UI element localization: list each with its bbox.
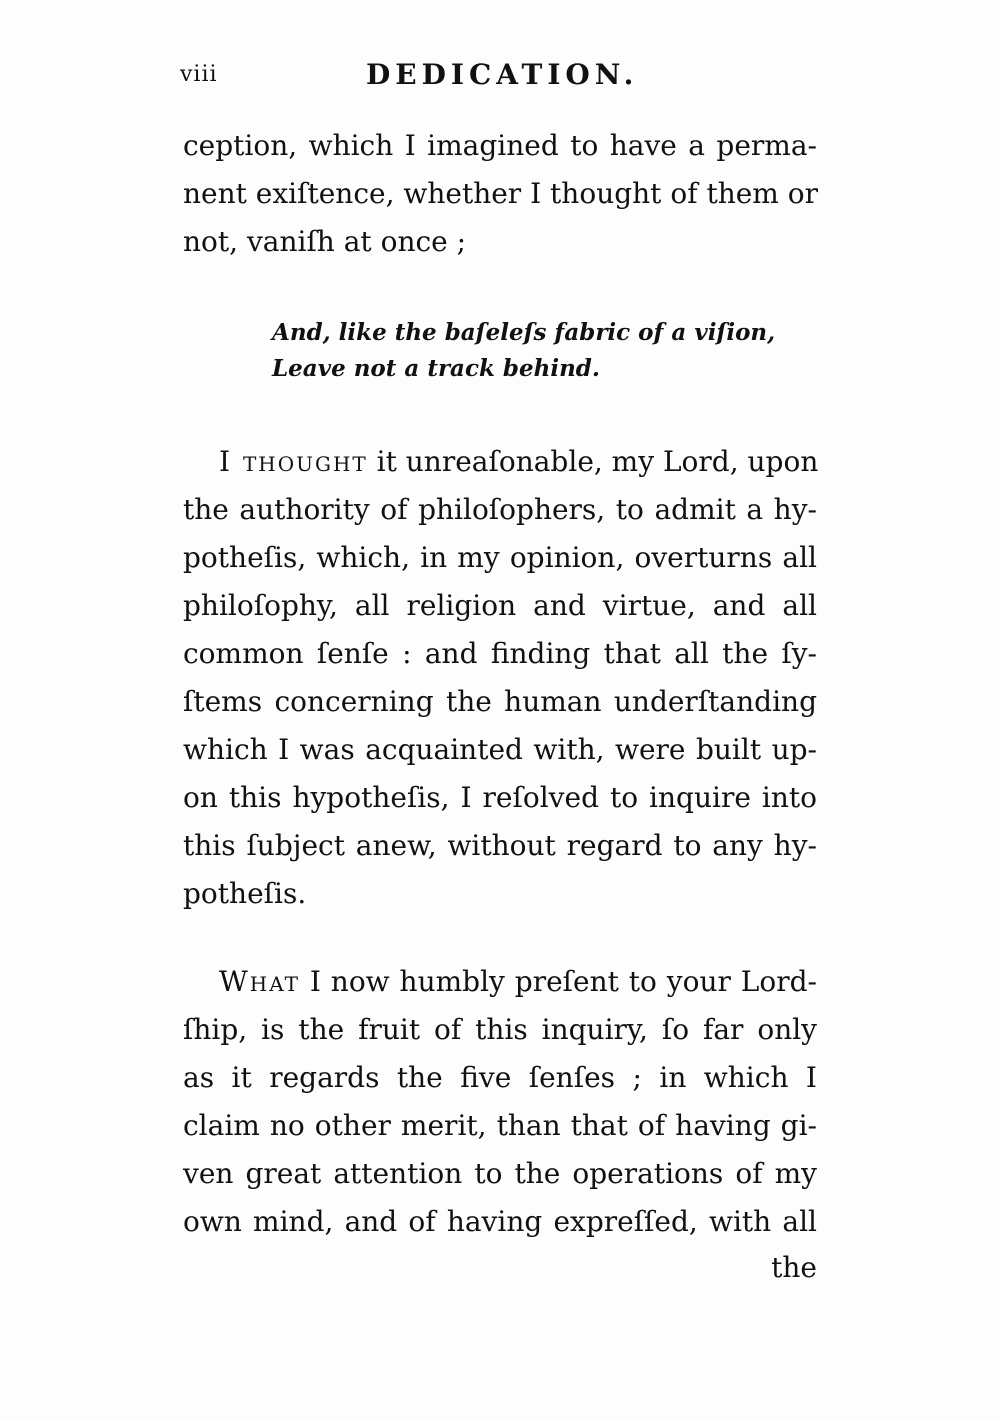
text-line: not, vaniſh at once ; <box>183 225 467 258</box>
text-line: this ſubject anew, without regard to any hy- <box>183 829 817 862</box>
small-caps-lead: I thought <box>219 445 368 478</box>
text-line: claim no other merit, than that of having gi- <box>183 1109 817 1142</box>
first-line-text: it unreaſonable, my Lord, upon <box>367 445 819 478</box>
first-line-text: I now humbly preſent to your Lord- <box>299 965 817 998</box>
text-line: ſtems concerning the human underſtanding <box>183 685 817 718</box>
paragraph-first-line <box>183 964 817 1000</box>
text-line: philoſophy, all religion and virtue, and all <box>183 589 817 622</box>
text-line: potheſis. <box>183 877 307 910</box>
text-line: ven great attention to the operations of my <box>183 1157 817 1190</box>
text-line: which I was acquainted with, were built up- <box>183 733 817 766</box>
running-title: DEDICATION. <box>366 58 639 91</box>
text-line: ſhip, is the fruit of this inquiry, ſo far only <box>183 1013 817 1046</box>
quotation-line: And, like the baſeleſs fabric of a viſion, <box>272 319 776 346</box>
text-line: own mind, and of having expreſſed, with all <box>183 1205 817 1238</box>
page-header <box>180 58 820 98</box>
text-line: ception, which I imagined to have a perma- <box>183 129 817 162</box>
text-line: common ſenſe : and finding that all the ſy- <box>183 637 817 670</box>
quotation-line: Leave not a track behind. <box>272 355 600 382</box>
text-line: on this hypotheſis, I reſolved to inquire into <box>183 781 817 814</box>
catchword: the <box>771 1251 817 1284</box>
text-line: nent exiſtence, whether I thought of them or <box>183 177 819 210</box>
paragraph-first-line <box>183 444 817 480</box>
small-caps-lead: What <box>219 965 300 998</box>
page-number: viii <box>180 62 218 87</box>
text-line: potheſis, which, in my opinion, overturns all <box>183 541 817 574</box>
text-line: the authority of philoſophers, to admit a hy- <box>183 493 817 526</box>
text-line: as it regards the five ſenſes ; in which I <box>183 1061 817 1094</box>
